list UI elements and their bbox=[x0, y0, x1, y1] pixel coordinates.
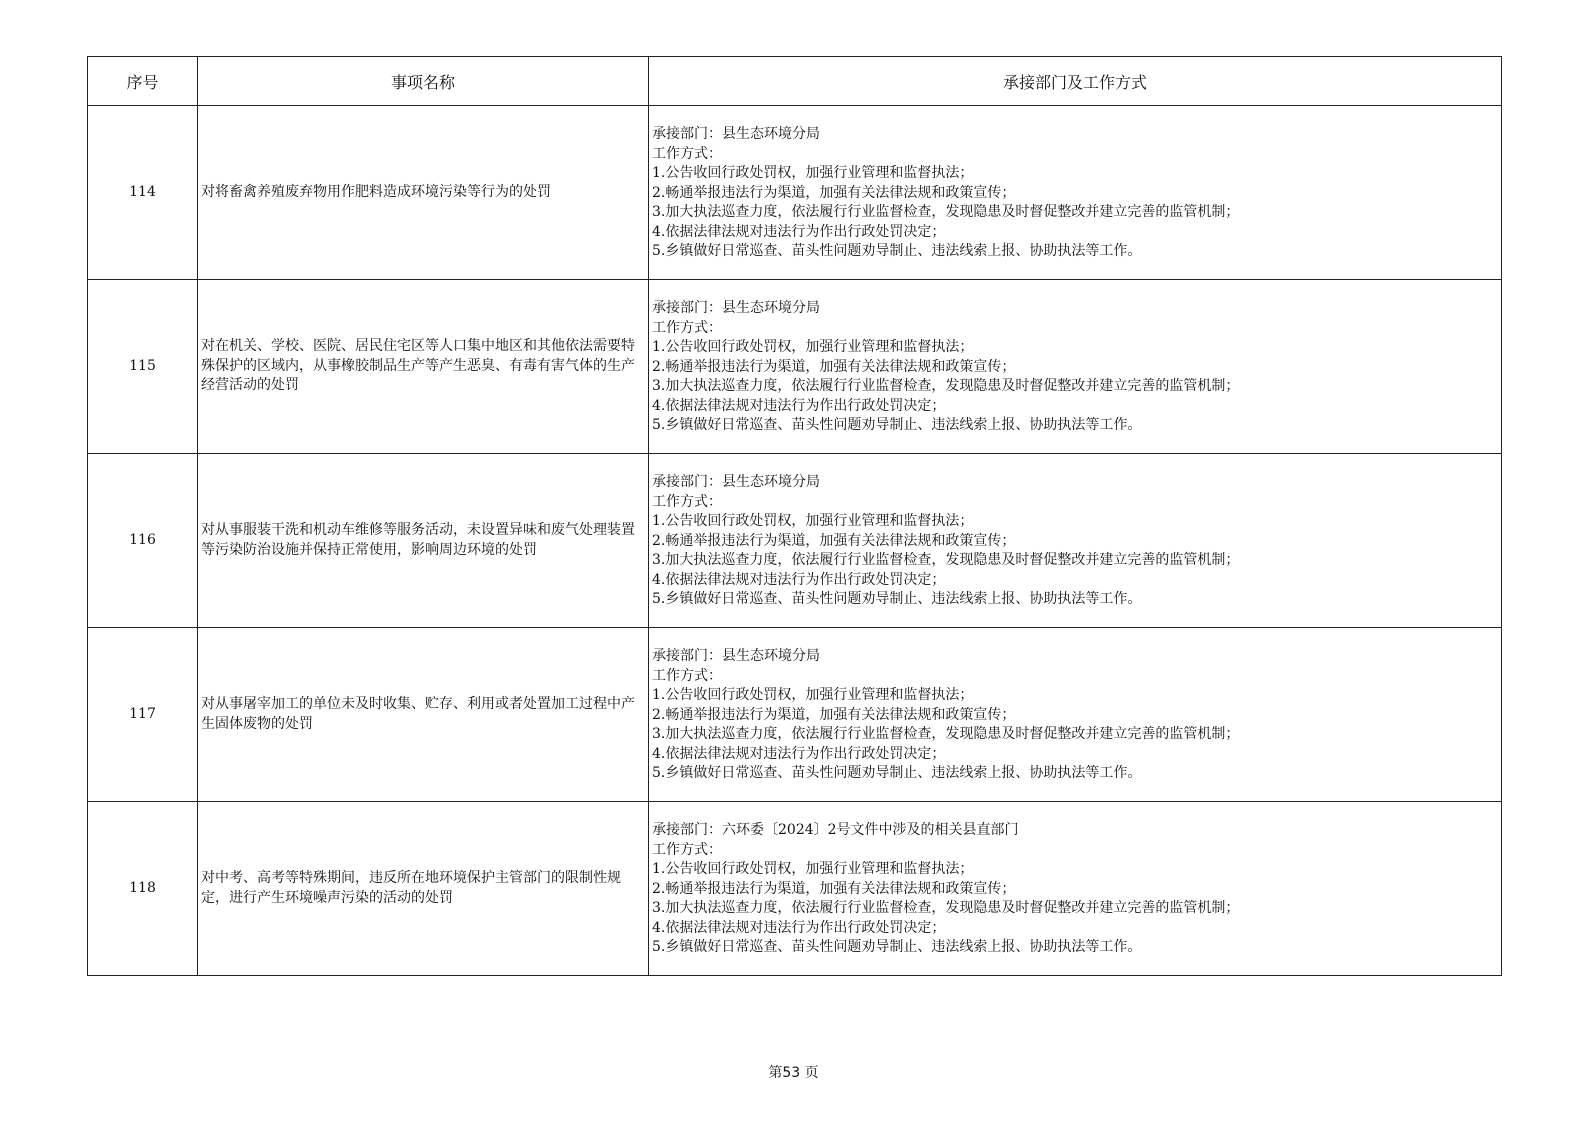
serial-number-cell: 115 bbox=[88, 280, 198, 454]
page-number: 第53 页 bbox=[768, 1065, 819, 1081]
method-line: 工作方式： bbox=[652, 319, 722, 336]
item-name-cell: 对从事屠宰加工的单位未及时收集、贮存、利用或者处置加工过程中产生固体废物的处罚 bbox=[198, 628, 649, 802]
method-line: 4.依据法律法规对违法行为作出行政处罚决定； bbox=[652, 397, 946, 414]
serial-number-cell: 114 bbox=[88, 106, 198, 280]
method-line: 4.依据法律法规对违法行为作出行政处罚决定； bbox=[652, 745, 946, 762]
header-item-name: 事项名称 bbox=[198, 57, 649, 106]
method-line: 5.乡镇做好日常巡查、苗头性问题劝导制止、违法线索上报、协助执法等工作。 bbox=[652, 765, 1142, 782]
method-line: 1.公告收回行政处罚权，加强行业管理和监督执法； bbox=[652, 165, 974, 182]
method-line: 承接部门：县生态环境分局 bbox=[652, 474, 820, 491]
method-line: 3.加大执法巡查力度，依法履行行业监督检查，发现隐患及时督促整改并建立完善的监管机制； bbox=[652, 378, 1240, 395]
method-line: 工作方式： bbox=[652, 841, 722, 858]
method-line: 3.加大执法巡查力度，依法履行行业监督检查，发现隐患及时督促整改并建立完善的监管机制； bbox=[652, 204, 1240, 221]
table-row bbox=[88, 454, 1502, 628]
items-table bbox=[87, 56, 1502, 976]
method-line: 2.畅通举报违法行为渠道，加强有关法律法规和政策宣传； bbox=[652, 880, 1016, 897]
department-method-cell bbox=[649, 106, 1502, 280]
item-name-cell: 对将畜禽养殖废弃物用作肥料造成环境污染等行为的处罚 bbox=[198, 106, 649, 280]
method-line: 2.畅通举报违法行为渠道，加强有关法律法规和政策宣传； bbox=[652, 184, 1016, 201]
method-line: 1.公告收回行政处罚权，加强行业管理和监督执法； bbox=[652, 339, 974, 356]
department-method-cell bbox=[649, 454, 1502, 628]
method-line: 工作方式： bbox=[652, 493, 722, 510]
item-name-cell: 对中考、高考等特殊期间，违反所在地环境保护主管部门的限制性规定，进行产生环境噪声污染的活动的处罚 bbox=[198, 802, 649, 976]
header-department-and-method: 承接部门及工作方式 bbox=[649, 57, 1502, 106]
method-line: 4.依据法律法规对违法行为作出行政处罚决定； bbox=[652, 571, 946, 588]
method-line: 2.畅通举报违法行为渠道，加强有关法律法规和政策宣传； bbox=[652, 706, 1016, 723]
table-row bbox=[88, 106, 1502, 280]
method-line: 3.加大执法巡查力度，依法履行行业监督检查，发现隐患及时督促整改并建立完善的监管机制； bbox=[652, 552, 1240, 569]
method-line: 承接部门：县生态环境分局 bbox=[652, 648, 820, 665]
method-line: 5.乡镇做好日常巡查、苗头性问题劝导制止、违法线索上报、协助执法等工作。 bbox=[652, 243, 1142, 260]
method-line: 2.畅通举报违法行为渠道，加强有关法律法规和政策宣传； bbox=[652, 532, 1016, 549]
serial-number-cell: 117 bbox=[88, 628, 198, 802]
table-row bbox=[88, 802, 1502, 976]
method-line: 4.依据法律法规对违法行为作出行政处罚决定； bbox=[652, 919, 946, 936]
table-header-row bbox=[88, 57, 1502, 106]
serial-number-cell: 118 bbox=[88, 802, 198, 976]
item-name-cell: 对在机关、学校、医院、居民住宅区等人口集中地区和其他依法需要特殊保护的区域内，从事橡胶制品生产等产生恶臭、有毒有害气体的生产经营活动的处罚 bbox=[198, 280, 649, 454]
header-serial-number: 序号 bbox=[88, 57, 198, 106]
method-line: 1.公告收回行政处罚权，加强行业管理和监督执法； bbox=[652, 687, 974, 704]
method-line: 1.公告收回行政处罚权，加强行业管理和监督执法； bbox=[652, 861, 974, 878]
method-line: 工作方式： bbox=[652, 667, 722, 684]
method-line: 5.乡镇做好日常巡查、苗头性问题劝导制止、违法线索上报、协助执法等工作。 bbox=[652, 939, 1142, 956]
method-line: 1.公告收回行政处罚权，加强行业管理和监督执法； bbox=[652, 513, 974, 530]
method-line: 5.乡镇做好日常巡查、苗头性问题劝导制止、违法线索上报、协助执法等工作。 bbox=[652, 417, 1142, 434]
table-body bbox=[88, 106, 1502, 976]
item-name-cell: 对从事服装干洗和机动车维修等服务活动，未设置异味和废气处理装置等污染防治设施并保持正常使用，影响周边环境的处罚 bbox=[198, 454, 649, 628]
method-line: 3.加大执法巡查力度，依法履行行业监督检查，发现隐患及时督促整改并建立完善的监管机制； bbox=[652, 726, 1240, 743]
table-row bbox=[88, 280, 1502, 454]
method-line: 承接部门：县生态环境分局 bbox=[652, 300, 820, 317]
serial-number-cell: 116 bbox=[88, 454, 198, 628]
method-line: 承接部门：六环委〔2024〕2号文件中涉及的相关县直部门 bbox=[652, 822, 1019, 839]
method-line: 4.依据法律法规对违法行为作出行政处罚决定； bbox=[652, 223, 946, 240]
method-line: 2.畅通举报违法行为渠道，加强有关法律法规和政策宣传； bbox=[652, 358, 1016, 375]
table-row bbox=[88, 628, 1502, 802]
department-method-cell bbox=[649, 628, 1502, 802]
method-line: 5.乡镇做好日常巡查、苗头性问题劝导制止、违法线索上报、协助执法等工作。 bbox=[652, 591, 1142, 608]
method-line: 工作方式： bbox=[652, 145, 722, 162]
department-method-cell bbox=[649, 802, 1502, 976]
method-line: 承接部门：县生态环境分局 bbox=[652, 126, 820, 143]
department-method-cell bbox=[649, 280, 1502, 454]
method-line: 3.加大执法巡查力度，依法履行行业监督检查，发现隐患及时督促整改并建立完善的监管机制； bbox=[652, 900, 1240, 917]
